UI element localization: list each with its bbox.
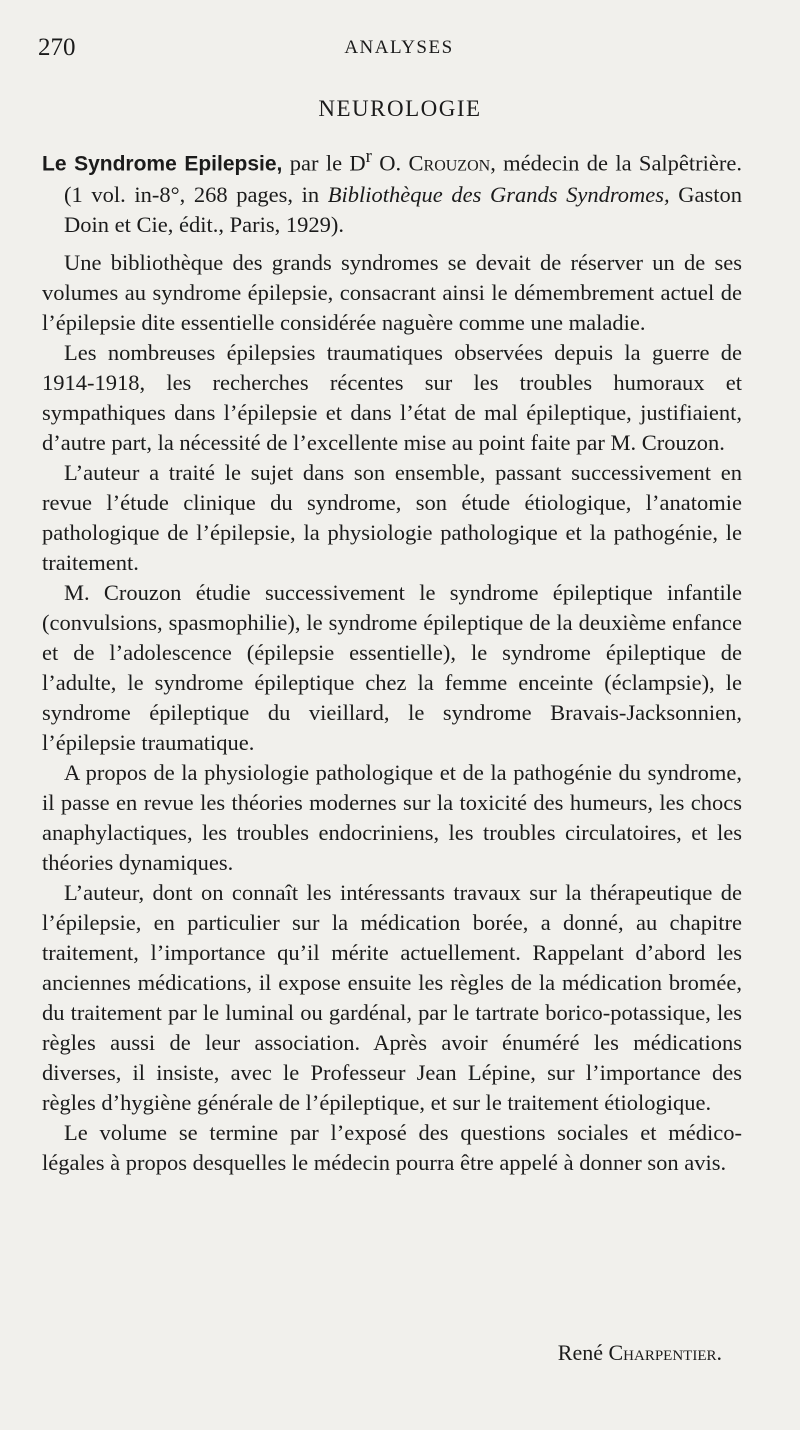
article-body <box>42 142 742 1178</box>
book-title: Le Syndrome Epilepsie, <box>42 152 283 176</box>
page-number: 270 <box>38 34 76 61</box>
paragraph-7: Le volume se termine par l’exposé des questions sociales et médico-légales à propos desquelles le médecin pourra être appelé à donner son avis. <box>42 1119 742 1175</box>
signature <box>558 1340 722 1366</box>
book-reference <box>42 142 742 240</box>
signature-first-name: René <box>557 1340 609 1365</box>
running-header <box>38 34 760 66</box>
running-title: ANALYSES <box>344 37 454 58</box>
paragraph-2: Les nombreuses épilepsies traumatiques observées depuis la guerre de 1914-1918, les recherches récentes sur les troubles humoraux et sympathiques dans l’épilepsie et dans l’état de mal épileptique, justifiaient, d’autre part, la nécessité de l’excellente mise au point faite par M. Crouzon. <box>42 339 742 455</box>
book-author: O. Crouzon <box>371 150 491 176</box>
book-publisher: Gaston Doin et Cie, édit., Paris, 1929). <box>64 181 743 237</box>
signature-last-name: Charpentier. <box>608 1340 722 1365</box>
paragraph-5: A propos de la physiologie pathologique et de la pathogénie du syndrome, il passe en revue les théories modernes sur la toxicité des humeurs, les chocs anaphylactiques, les troubles endocriniens, les troubles circulatoires, et les théories dynamiques. <box>42 759 742 875</box>
book-series: Bibliothèque des Grands Syndromes, <box>327 181 670 207</box>
paragraph-6: L’auteur, dont on connaît les intéressants travaux sur la thérapeutique de l’épilepsie, en particulier sur la médication borée, a donné, au chapitre traitement, l’importance qu’il mérite actuellement. Rappelant d’abord les anciennes médications, il expose ensuite les règles de la médication bromée, du traitement par le luminal ou gardénal, par le tartrate borico-potassique, les règles aussi de leur association. Après avoir énuméré les médications diverses, il insiste, avec le Professeur Jean Lépine, sur l’importance des règles d’hygiène générale de l’épileptique, et sur le traitement étiologique. <box>42 879 742 1115</box>
by-text: par le D <box>282 150 366 176</box>
paragraph-3: L’auteur a traité le sujet dans son ensemble, passant successivement en revue l’étude clinique du syndrome, son étude étiologique, l’anatomie pathologique de l’épilepsie, la physiologie pathologique et la pathogénie, le traitement. <box>42 459 742 575</box>
paragraph-4: M. Crouzon étudie successivement le syndrome épileptique infantile (convulsions, spasmophilie), le syndrome épileptique de la deuxième enfance et de l’adolescence (épilepsie essentielle), le syndrome épileptique de l’adulte, le syndrome épileptique chez la femme enceinte (éclampsie), le syndrome épileptique du vieillard, le syndrome Bravais-Jacksonnien, l’épilepsie traumatique. <box>42 579 742 755</box>
doctor-abbrev-sup: r <box>365 146 372 167</box>
paragraph-1: Une bibliothèque des grands syndromes se devait de réserver un de ses volumes au syndrome épilepsie, consacrant ainsi le démembrement actuel de l’épilepsie dite essentielle considérée naguère comme une maladie. <box>42 249 742 335</box>
author-affiliation: , médecin de la Salpêtrière. (1 vol. in-8°, 268 pages, in <box>64 150 743 207</box>
section-title: NEUROLOGIE <box>318 96 482 121</box>
